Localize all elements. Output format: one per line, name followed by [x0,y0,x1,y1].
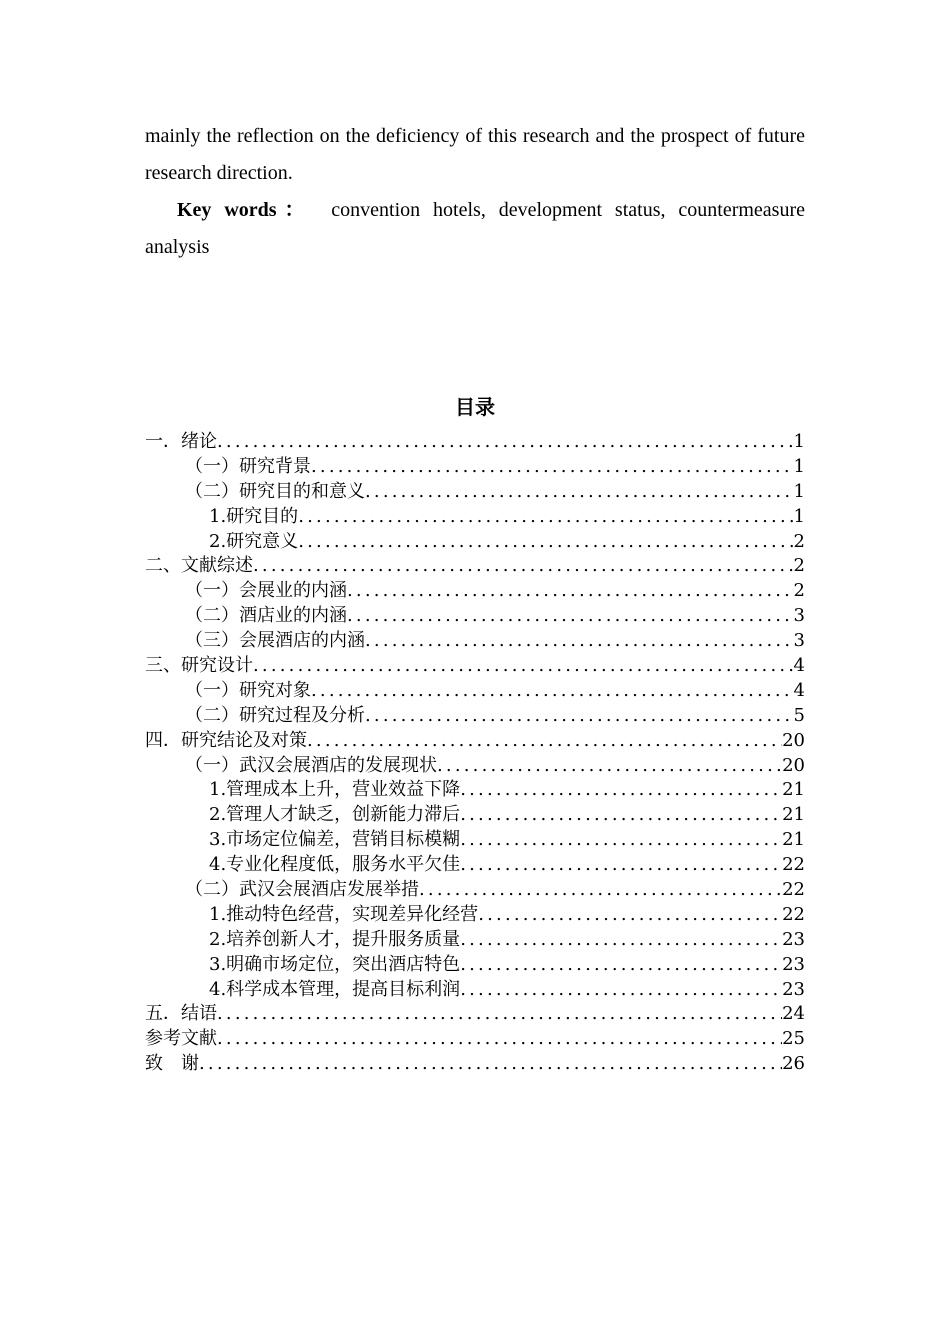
toc-entry-title: 3.明确市场定位，突出酒店特色 [209,953,461,975]
toc-dot-leader [437,754,782,779]
toc-entry-title: 1.管理成本上升，营业效益下降 [209,779,461,801]
toc-page-number: 2 [793,580,805,602]
toc-page-number: 1 [793,505,805,527]
toc-entry[interactable] [145,654,805,679]
toc-page-number: 21 [782,829,805,851]
toc-page-number: 1 [793,431,805,452]
toc-entry-title: 一．绪论 [145,431,217,452]
toc-entry[interactable] [145,803,805,828]
toc-entry[interactable] [145,704,805,729]
toc-entry[interactable] [145,978,805,1003]
toc-entry-title: 1.研究目的 [209,505,299,527]
toc-page-number: 24 [782,1003,805,1025]
toc-entry[interactable] [145,903,805,928]
toc-entry[interactable] [145,679,805,704]
toc-entry[interactable] [145,754,805,779]
toc-dot-leader [311,455,794,480]
toc-entry[interactable] [145,1002,805,1027]
toc-dot-leader [217,430,794,455]
toc-dot-leader [460,853,782,878]
toc-entry[interactable] [145,480,805,505]
toc-entry[interactable] [145,430,805,455]
toc-dot-leader [253,554,794,579]
toc-entry-title: （一）武汉会展酒店的发展现状 [185,754,437,776]
toc-entry-title: （二）研究目的和意义 [185,480,365,502]
toc-entry[interactable] [145,530,805,555]
keywords-label: Key words [177,199,277,221]
toc-entry-title: 参考文献 [145,1028,217,1050]
toc-entry-title: （二）武汉会展酒店发展举措 [185,879,419,901]
toc-page-number: 4 [793,679,805,701]
toc-entry[interactable] [145,455,805,480]
toc-entry-title: （三）会展酒店的内涵 [185,630,365,652]
toc-page-number: 4 [793,655,805,677]
toc-page-number: 2 [793,555,805,577]
toc-dot-leader [298,505,793,530]
toc-page-number: 1 [793,480,805,502]
toc-page-number: 2 [793,530,805,552]
toc-entry[interactable] [145,1027,805,1052]
toc-entry-title: 3.市场定位偏差，营销目标模糊 [209,829,461,851]
toc-dot-leader [478,903,782,928]
toc-dot-leader [365,480,794,505]
toc-entry-title: 2.管理人才缺乏，创新能力滞后 [209,804,461,826]
toc-entry-title: 4.科学成本管理，提高目标利润 [209,978,461,1000]
toc-entry-title: 1.推动特色经营，实现差异化经营 [209,903,479,925]
toc-entry[interactable] [145,1052,805,1077]
toc-dot-leader [365,704,794,729]
toc-title: 目录 [455,395,495,419]
toc-entry[interactable] [145,828,805,853]
toc-page-number: 20 [782,754,805,776]
toc-entry[interactable] [145,878,805,903]
toc-page-number: 26 [782,1053,805,1075]
toc-entry[interactable] [145,853,805,878]
abstract-section [145,118,805,266]
toc-entry-title: 五．结语 [145,1003,217,1025]
toc-page-number: 25 [782,1028,805,1050]
toc-dot-leader [460,828,782,853]
toc-entry-title: 四．研究结论及对策 [145,729,307,751]
keywords-text: convention hotels, development status, countermeasure analysis [145,199,805,258]
toc-page-number: 3 [793,605,805,627]
toc-page-number: 21 [782,804,805,826]
toc-page-number: 21 [782,779,805,801]
toc-page-number: 5 [793,704,805,726]
toc-dot-leader [419,878,782,903]
toc-dot-leader [347,604,794,629]
toc-page-number: 20 [782,729,805,751]
toc-entry-title: 2.培养创新人才，提升服务质量 [209,928,461,950]
toc-entry-title: （一）研究对象 [185,679,311,701]
keywords-line [145,192,805,266]
toc-entry-title: 2.研究意义 [209,530,299,552]
toc-page-number: 22 [782,879,805,901]
toc-dot-leader [460,928,782,953]
toc-dot-leader [460,803,782,828]
toc-dot-leader [307,729,782,754]
toc-entry[interactable] [145,554,805,579]
toc-page-number: 22 [782,854,805,876]
toc-dot-leader [311,679,794,704]
toc-entry[interactable] [145,579,805,604]
toc-entry[interactable] [145,604,805,629]
table-of-contents [145,430,805,1077]
toc-page-number: 23 [782,978,805,1000]
toc-entry[interactable] [145,729,805,754]
toc-entry[interactable] [145,778,805,803]
toc-page-number: 1 [793,455,805,477]
toc-dot-leader [460,978,782,1003]
toc-dot-leader [217,1027,782,1052]
toc-dot-leader [365,629,794,654]
toc-page-number: 22 [782,903,805,925]
abstract-paragraph-end: mainly the reflection on the deficiency of this research and the prospect of future research direction. [145,125,805,184]
toc-entry-title: （二）酒店业的内涵 [185,605,347,627]
toc-dot-leader [217,1002,782,1027]
toc-entry-title: 二、文献综述 [145,555,253,577]
keywords-separator: ： [276,199,313,221]
toc-dot-leader [199,1052,782,1077]
toc-dot-leader [298,530,793,555]
toc-entry-title: 致 谢 [145,1053,199,1075]
toc-entry[interactable] [145,629,805,654]
toc-entry[interactable] [145,505,805,530]
toc-dot-leader [347,579,794,604]
toc-dot-leader [460,778,782,803]
toc-entry-title: （二）研究过程及分析 [185,704,365,726]
toc-entry-title: 4.专业化程度低，服务水平欠佳 [209,854,461,876]
toc-page-number: 23 [782,953,805,975]
toc-dot-leader [460,953,782,978]
toc-entry[interactable] [145,953,805,978]
toc-entry-title: （一）研究背景 [185,455,311,477]
toc-dot-leader [253,654,794,679]
toc-entry-title: 三、研究设计 [145,655,253,677]
toc-entry-title: （一）会展业的内涵 [185,580,347,602]
toc-page-number: 23 [782,928,805,950]
toc-page-number: 3 [793,630,805,652]
toc-entry[interactable] [145,928,805,953]
